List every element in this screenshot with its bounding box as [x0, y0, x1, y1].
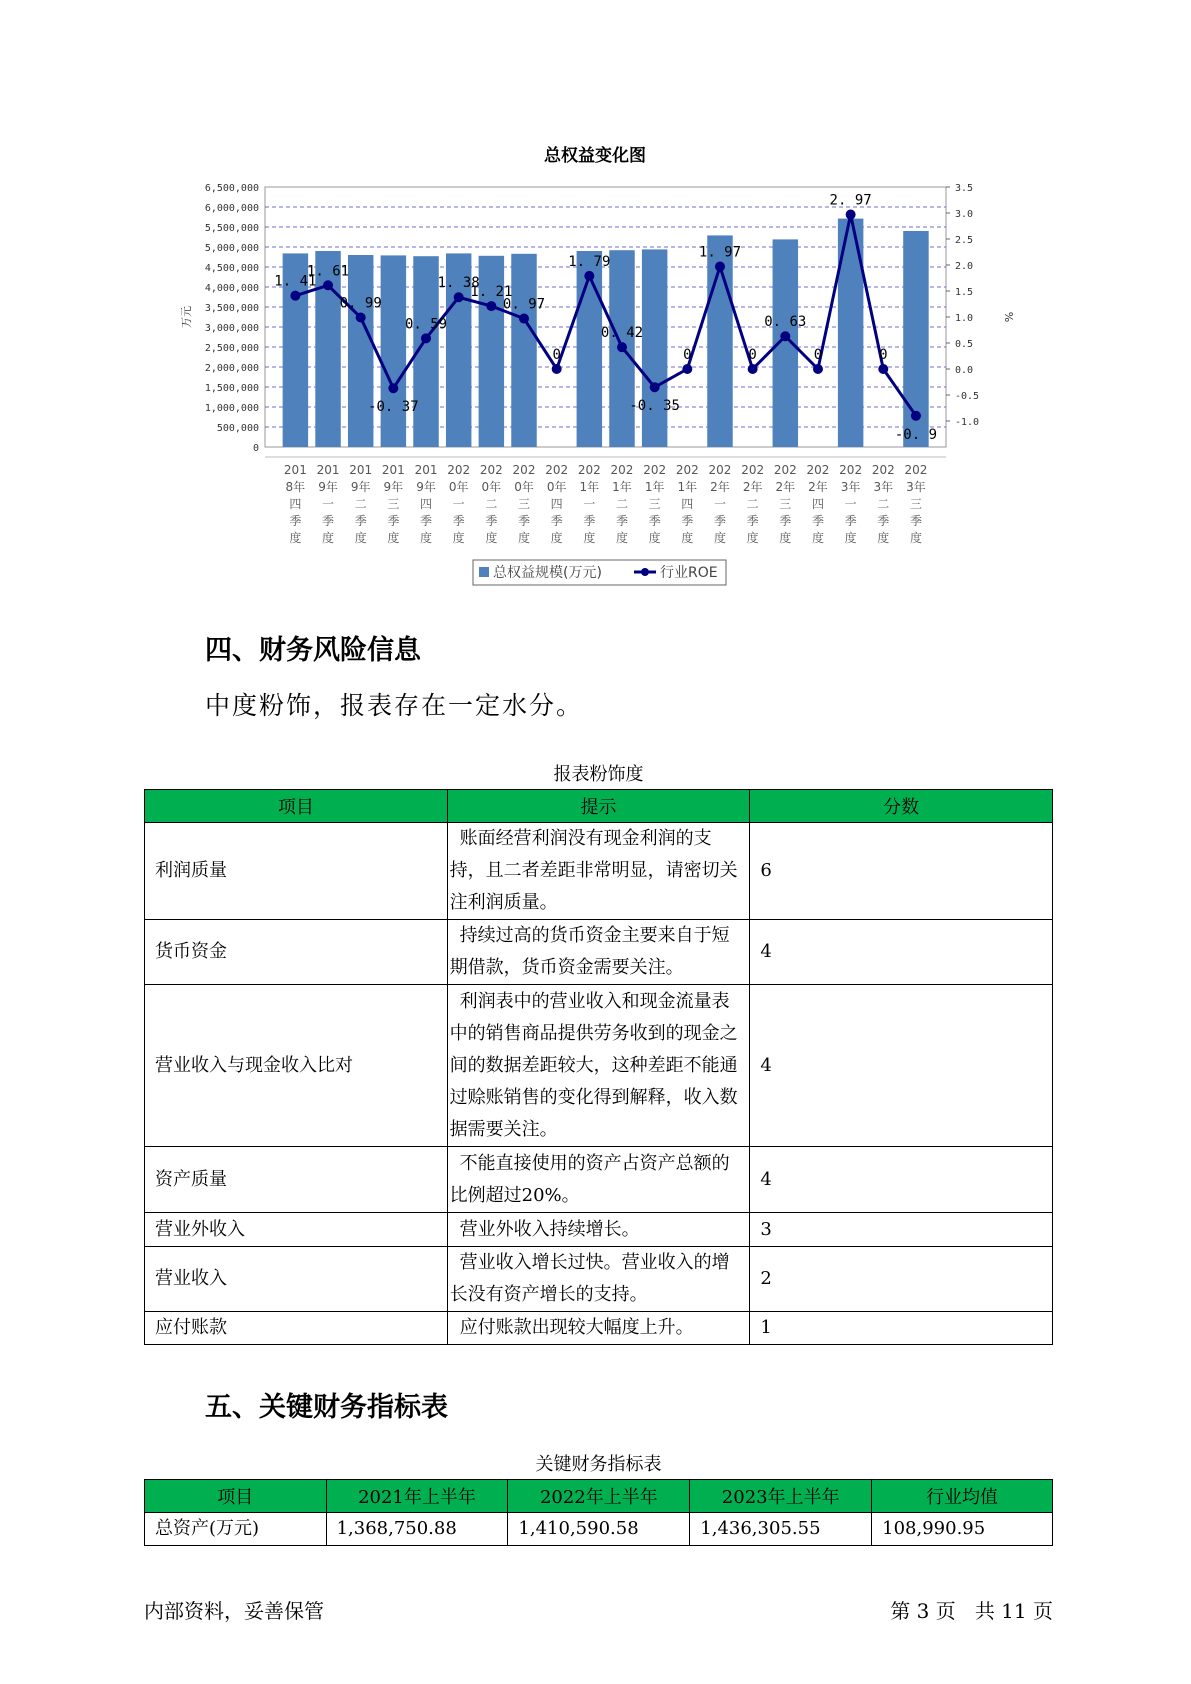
x-tick-label: 季	[583, 514, 596, 528]
x-tick-label: 度	[779, 531, 792, 545]
footer-confidential: 内部资料，妥善保管	[144, 1599, 324, 1623]
data-label: 1. 38	[437, 275, 480, 292]
x-tick-label: 1年	[644, 480, 665, 494]
legend-swatch-bar	[479, 567, 489, 577]
x-tick-label: 202	[904, 463, 928, 477]
y2-tick-label: 0.0	[955, 365, 974, 376]
y2-tick-label: 3.5	[955, 183, 974, 194]
row-item: 货币资金	[145, 920, 448, 985]
data-label: 1. 79	[568, 253, 611, 270]
legend-label-bar: 总权益规模(万元)	[493, 565, 602, 581]
x-tick-label: 202	[839, 463, 863, 477]
x-tick-label: 一	[713, 497, 726, 511]
x-tick-label: 202	[675, 463, 699, 477]
x-tick-label: 3年	[840, 480, 861, 494]
y2-tick-label: 1.5	[955, 287, 974, 298]
data-label: -0. 9	[894, 426, 938, 443]
row-item: 总资产(万元)	[145, 1513, 327, 1546]
row-hint	[447, 920, 750, 985]
row-item: 营业收入	[145, 1247, 448, 1312]
x-tick-label: 201	[316, 463, 340, 477]
row-2021: 1,368,750.88	[326, 1513, 508, 1546]
table-row	[145, 920, 1053, 985]
roe-point	[617, 342, 627, 352]
x-tick-label: 202	[806, 463, 830, 477]
row-hint	[447, 1147, 750, 1213]
data-label: 0. 97	[502, 296, 546, 313]
x-tick-label: 季	[811, 514, 824, 528]
risk-summary: 中度粉饰，报表存在一定水分。	[205, 691, 584, 720]
row-score: 3	[750, 1213, 1053, 1247]
x-tick-label: 季	[289, 514, 302, 528]
x-tick-label: 一	[844, 497, 857, 511]
x-tick-label: 度	[289, 531, 302, 545]
legend-label-line: 行业ROE	[660, 565, 718, 581]
roe-point	[682, 364, 692, 374]
data-label: 2. 97	[829, 192, 872, 209]
row-hint	[447, 985, 750, 1147]
x-tick-label: 201	[349, 463, 373, 477]
data-label: 0. 99	[339, 295, 382, 312]
row-industry-avg: 108,990.95	[872, 1513, 1053, 1546]
x-tick-label: 9年	[416, 480, 436, 494]
y-tick-label: 0	[252, 443, 259, 454]
x-tick-label: 2年	[710, 480, 730, 494]
bar	[511, 254, 536, 447]
x-tick-label: 四	[289, 497, 302, 511]
row-hint-text: 持续过高的货币资金主要来自于短期借款，货币资金需要关注。	[449, 925, 730, 978]
x-tick-label: 季	[518, 514, 531, 528]
y-tick-label: 1,500,000	[204, 383, 259, 394]
x-tick-label: 季	[713, 514, 726, 528]
x-tick-label: 季	[877, 514, 890, 528]
row-item: 营业外收入	[145, 1213, 448, 1247]
x-tick-label: 0年	[514, 480, 534, 494]
equity-chart-svg	[0, 0, 1191, 600]
row-hint-text: 不能直接使用的资产占资产总额的比例超过20%。	[449, 1152, 730, 1206]
row-item: 利润质量	[145, 823, 448, 920]
y-tick-label: 6,500,000	[204, 183, 259, 194]
table-row	[145, 1312, 1053, 1345]
y2-axis-title: %	[1002, 311, 1015, 323]
y-tick-label: 2,500,000	[204, 343, 259, 354]
x-tick-label: 度	[387, 531, 400, 545]
y-tick-label: 5,000,000	[204, 243, 259, 254]
x-tick-label: 202	[708, 463, 732, 477]
x-tick-label: 3年	[873, 480, 894, 494]
table-row	[145, 1213, 1053, 1247]
x-tick-label: 季	[779, 514, 792, 528]
roe-point	[846, 210, 856, 220]
row-item: 应付账款	[145, 1312, 448, 1345]
roe-point	[356, 313, 366, 323]
table-row	[145, 823, 1053, 920]
x-tick-label: 9年	[318, 480, 338, 494]
data-label: 0. 63	[764, 314, 807, 331]
x-tick-label: 8年	[285, 480, 306, 494]
y2-tick-label: -0.5	[955, 391, 980, 402]
x-tick-label: 三	[779, 497, 792, 511]
x-tick-label: 202	[741, 463, 765, 477]
data-label: 1. 21	[470, 284, 513, 301]
x-tick-label: 1年	[579, 480, 600, 494]
x-tick-label: 度	[746, 531, 759, 545]
bar	[381, 255, 406, 447]
x-tick-label: 三	[518, 497, 531, 511]
row-item: 营业收入与现金收入比对	[145, 985, 448, 1147]
table-row	[145, 1247, 1053, 1312]
roe-point	[454, 292, 464, 302]
x-tick-label: 季	[420, 514, 433, 528]
y-axis-title: 万元	[180, 306, 193, 328]
table-row	[145, 1147, 1053, 1213]
x-tick-label: 四	[420, 497, 433, 511]
x-tick-label: 度	[583, 531, 596, 545]
x-tick-label: 2年	[775, 480, 796, 494]
x-tick-label: 一	[322, 497, 335, 511]
x-tick-label: 四	[681, 497, 694, 511]
x-tick-label: 1年	[677, 480, 698, 494]
y-tick-label: 1,000,000	[204, 403, 259, 414]
data-label: 0	[879, 347, 888, 363]
legend-swatch-point	[641, 568, 649, 576]
roe-point	[486, 301, 496, 311]
x-tick-label: 季	[681, 514, 694, 528]
row-score: 4	[750, 1147, 1053, 1213]
y2-tick-label: -1.0	[955, 417, 980, 428]
section4-heading: 四、财务风险信息	[205, 635, 421, 666]
x-tick-label: 季	[615, 514, 629, 528]
bar	[642, 249, 667, 447]
data-label: 0	[813, 347, 823, 363]
x-tick-label: 202	[643, 463, 667, 477]
x-tick-label: 0年	[448, 480, 469, 494]
header-score: 分数	[750, 790, 1053, 823]
row-hint	[447, 1213, 750, 1247]
data-label: 1. 41	[274, 273, 317, 290]
header-item: 项目	[145, 790, 448, 823]
data-label: 1. 97	[698, 244, 742, 261]
roe-point	[519, 314, 529, 324]
x-tick-label: 季	[550, 514, 563, 528]
x-tick-label: 度	[681, 531, 694, 545]
kpi-table-title: 关键财务指标表	[535, 1454, 662, 1475]
x-tick-label: 202	[577, 463, 601, 477]
x-tick-label: 度	[909, 531, 922, 545]
x-tick-label: 二	[354, 497, 367, 511]
x-tick-label: 201	[414, 463, 438, 477]
y2-tick-label: 0.5	[955, 339, 974, 350]
roe-point	[290, 291, 300, 301]
x-tick-label: 9年	[383, 480, 404, 494]
x-tick-label: 202	[479, 463, 503, 477]
kpi-table	[144, 1479, 1053, 1546]
x-tick-label: 季	[387, 514, 400, 528]
roe-point	[650, 382, 660, 392]
data-label: 0. 42	[600, 325, 644, 342]
x-tick-label: 三	[387, 497, 400, 511]
row-score: 4	[750, 985, 1053, 1147]
x-tick-label: 季	[322, 514, 335, 528]
roe-point	[552, 364, 562, 374]
x-tick-label: 2年	[742, 480, 763, 494]
risk-table-header	[145, 790, 1053, 823]
x-tick-label: 9年	[350, 480, 371, 494]
x-tick-label: 201	[381, 463, 405, 477]
header-2022: 2022年上半年	[508, 1480, 690, 1513]
row-score: 2	[750, 1247, 1053, 1312]
x-tick-label: 季	[746, 514, 759, 528]
x-tick-label: 季	[648, 514, 661, 528]
x-tick-label: 3年	[906, 480, 926, 494]
x-tick-label: 季	[354, 514, 367, 528]
x-tick-label: 二	[877, 497, 890, 511]
row-hint	[447, 1312, 750, 1345]
row-hint-text: 营业收入增长过快。营业收入的增长没有资产增长的支持。	[449, 1252, 730, 1305]
y2-tick-label: 2.0	[955, 261, 974, 272]
x-tick-label: 202	[512, 463, 536, 477]
roe-point	[421, 333, 431, 343]
row-hint	[447, 1247, 750, 1312]
roe-point	[715, 262, 725, 272]
x-tick-label: 三	[909, 497, 922, 511]
header-item: 项目	[145, 1480, 327, 1513]
y2-tick-label: 1.0	[955, 313, 974, 324]
risk-table	[144, 789, 1053, 1345]
chart-title: 总权益变化图	[544, 146, 646, 166]
y-tick-label: 4,500,000	[204, 263, 259, 274]
data-label: 0	[552, 347, 561, 363]
y-tick-label: 4,000,000	[204, 283, 259, 294]
x-tick-label: 度	[452, 531, 465, 545]
bar	[348, 255, 373, 447]
x-tick-label: 度	[844, 531, 857, 545]
x-tick-label: 1年	[612, 480, 632, 494]
x-tick-label: 度	[811, 531, 824, 545]
x-tick-label: 二	[485, 497, 498, 511]
equity-chart	[0, 0, 1191, 600]
x-tick-label: 一	[452, 497, 465, 511]
header-industry-avg: 行业均值	[872, 1480, 1053, 1513]
x-tick-label: 度	[550, 531, 563, 545]
row-hint-text: 应付账款出现较大幅度上升。	[459, 1317, 694, 1338]
roe-point	[780, 331, 790, 341]
y2-tick-label: 2.5	[955, 235, 974, 246]
x-tick-label: 四	[811, 497, 824, 511]
y2-tick-label: 3.0	[955, 209, 974, 220]
y-tick-label: 3,000,000	[204, 323, 259, 334]
roe-point	[878, 364, 888, 374]
data-label: 1. 61	[306, 263, 350, 280]
x-tick-label: 二	[615, 497, 629, 511]
y-tick-label: 5,500,000	[204, 223, 259, 234]
x-tick-label: 度	[518, 531, 531, 545]
row-hint-text: 营业外收入持续增长。	[459, 1218, 640, 1240]
data-label: -0. 37	[368, 399, 419, 416]
x-tick-label: 度	[354, 531, 367, 545]
row-score: 4	[750, 920, 1053, 985]
x-tick-label: 0年	[481, 480, 502, 494]
row-item: 资产质量	[145, 1147, 448, 1213]
x-tick-label: 季	[844, 514, 857, 528]
table-row	[145, 985, 1053, 1147]
data-label: -0. 35	[629, 398, 680, 415]
data-label: 0	[683, 347, 692, 363]
x-tick-label: 202	[545, 463, 569, 477]
x-tick-label: 2年	[808, 480, 828, 494]
x-tick-label: 一	[583, 497, 596, 511]
header-2021: 2021年上半年	[326, 1480, 508, 1513]
roe-point	[911, 411, 921, 421]
section5-heading: 五、关键财务指标表	[205, 1392, 448, 1423]
x-tick-label: 三	[648, 497, 661, 511]
row-score: 1	[750, 1312, 1053, 1345]
roe-point	[323, 280, 333, 290]
y-tick-label: 3,500,000	[204, 303, 259, 314]
x-tick-label: 度	[877, 531, 890, 545]
footer-page-number: 第 3 页 共 11 页	[890, 1599, 1053, 1623]
x-tick-label: 201	[283, 463, 307, 477]
x-tick-label: 四	[550, 497, 563, 511]
row-score: 6	[750, 823, 1053, 920]
y-tick-label: 6,000,000	[204, 203, 259, 214]
x-tick-label: 度	[713, 531, 726, 545]
x-tick-label: 度	[420, 531, 433, 545]
x-tick-label: 202	[773, 463, 797, 477]
x-tick-label: 202	[871, 463, 895, 477]
y-tick-label: 2,000,000	[204, 363, 259, 374]
x-tick-label: 度	[648, 531, 661, 545]
roe-point	[388, 383, 398, 393]
x-tick-label: 季	[485, 514, 498, 528]
row-hint-text: 利润表中的营业收入和现金流量表中的销售商品提供劳务收到的现金之间的数据差距较大，这种差距不能通过赊账销售的变化得到解释，收入数据需要关注。	[449, 990, 738, 1140]
data-label: 0	[748, 347, 757, 363]
x-tick-label: 0年	[546, 480, 567, 494]
row-hint-text: 账面经营利润没有现金利润的支持，且二者差距非常明显，请密切关注利润质量。	[449, 828, 738, 913]
y-tick-label: 500,000	[216, 423, 259, 434]
header-hint: 提示	[447, 790, 750, 823]
x-tick-label: 季	[452, 514, 465, 528]
roe-point	[813, 364, 823, 374]
row-hint	[447, 823, 750, 920]
x-tick-label: 202	[610, 463, 634, 477]
table-row	[145, 1513, 1053, 1546]
roe-point	[748, 364, 758, 374]
risk-table-title: 报表粉饰度	[553, 764, 644, 785]
header-2023: 2023年上半年	[690, 1480, 872, 1513]
x-tick-label: 季	[909, 514, 922, 528]
kpi-table-header	[145, 1480, 1053, 1513]
row-2022: 1,410,590.58	[508, 1513, 690, 1546]
x-tick-label: 度	[615, 531, 629, 545]
roe-point	[584, 271, 594, 281]
data-label: 0. 59	[404, 316, 448, 333]
x-tick-label: 二	[746, 497, 759, 511]
x-tick-label: 202	[447, 463, 471, 477]
row-2023: 1,436,305.55	[690, 1513, 872, 1546]
x-tick-label: 度	[485, 531, 498, 545]
x-tick-label: 度	[322, 531, 335, 545]
